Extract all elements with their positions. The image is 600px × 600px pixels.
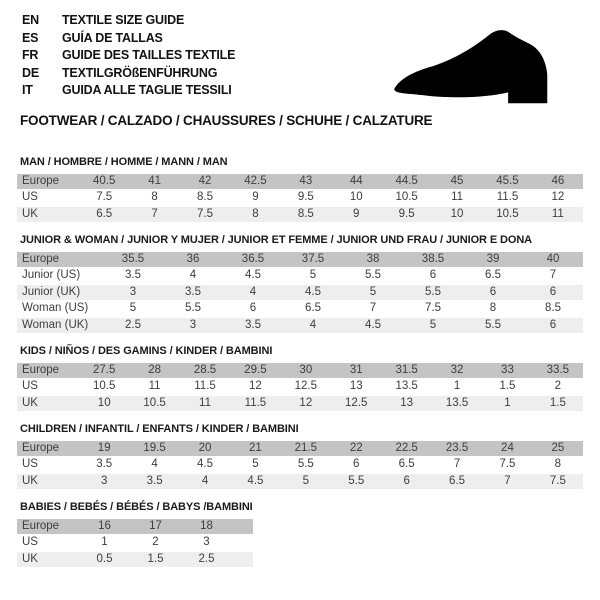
size-value: 2: [554, 380, 562, 392]
size-value: 4.5: [247, 474, 264, 487]
size-value: 4: [309, 318, 317, 331]
size-value: 6.5: [398, 458, 415, 470]
size-value: 5: [429, 318, 437, 331]
size-value: 3: [189, 318, 197, 331]
size-table: [17, 441, 583, 489]
size-value: 4.5: [197, 458, 214, 470]
size-table-section: [17, 345, 583, 411]
size-value: 1.5: [499, 380, 516, 392]
size-value: 3: [129, 285, 137, 298]
size-value: 11: [551, 207, 564, 220]
row-label: UK: [22, 207, 38, 220]
size-value: 9: [353, 207, 360, 220]
size-value: 3.5: [96, 458, 113, 470]
size-value: 42.5: [244, 174, 267, 187]
size-value: 38.5: [421, 252, 445, 265]
row-label: UK: [22, 552, 38, 565]
size-table-section: [17, 501, 583, 567]
size-value: 44: [349, 174, 363, 187]
size-value: 4: [249, 285, 257, 298]
row-label: US: [22, 191, 38, 203]
size-value: 7.5: [96, 191, 113, 203]
size-value: 11.5: [194, 380, 216, 392]
language-label: TEXTILE SIZE GUIDE: [62, 13, 185, 27]
size-value: 4: [201, 474, 209, 487]
size-value: 7: [151, 207, 158, 220]
size-value: 5: [309, 269, 317, 281]
size-table-section: [17, 156, 583, 222]
size-value: 2.5: [125, 318, 141, 331]
size-value: 6: [549, 285, 557, 298]
size-table-title: MAN / HOMBRE / HOMME / MANN / MAN: [20, 155, 228, 168]
size-value: 3.5: [146, 474, 163, 487]
size-value: 6: [249, 302, 257, 314]
size-value: 4.5: [305, 285, 321, 298]
row-label: Europe: [22, 363, 60, 376]
table-row: [17, 301, 583, 316]
size-value: 39: [486, 252, 500, 265]
size-value: 37.5: [301, 252, 325, 265]
size-value: 13.5: [395, 380, 418, 392]
language-label: GUIDA ALLE TAGLIE TESSILI: [62, 83, 232, 97]
size-value: 28.5: [193, 363, 217, 376]
size-value: 31: [349, 363, 363, 376]
size-value: 13: [400, 396, 414, 409]
size-value: 28: [148, 363, 161, 376]
size-value: 6.5: [485, 269, 501, 281]
size-value: 1.5: [549, 396, 566, 409]
size-value: 3.5: [245, 318, 261, 331]
table-row: [17, 552, 253, 567]
size-value: 9: [252, 191, 259, 203]
table-row: [17, 190, 583, 205]
size-table: [17, 252, 583, 333]
size-value: 3.5: [185, 285, 201, 298]
size-value: 6.5: [96, 207, 113, 220]
size-value: 4.5: [245, 269, 261, 281]
size-value: 10.5: [93, 380, 116, 392]
size-value: 6.5: [305, 302, 321, 314]
size-value: 1: [453, 380, 461, 392]
size-tables: [17, 156, 583, 567]
size-value: 40: [546, 252, 560, 265]
size-table-title: KIDS / NIÑOS / DES GAMINS / KINDER / BAMBINI: [20, 344, 273, 357]
size-value: 21.5: [294, 441, 318, 454]
size-value: 19.5: [143, 441, 166, 454]
size-value: 5.5: [348, 474, 365, 487]
size-value: 7.5: [549, 474, 566, 487]
size-value: 8: [489, 302, 497, 314]
size-value: 36.5: [241, 252, 265, 265]
size-value: 20: [198, 441, 212, 454]
size-value: 22: [349, 441, 363, 454]
size-value: 10: [450, 207, 464, 220]
size-value: 12.5: [294, 380, 318, 392]
size-value: 5: [302, 474, 310, 487]
size-table: [17, 363, 583, 411]
language-label: TEXTILGRÖßENFÜHRUNG: [62, 65, 218, 80]
size-value: 0.5: [96, 552, 113, 565]
size-value: 7: [453, 458, 461, 470]
category-title: FOOTWEAR / CALZADO / CHAUSSURES / SCHUHE / CALZATURE: [20, 112, 433, 128]
size-table-section: [17, 423, 583, 489]
size-value: 2: [152, 536, 159, 548]
size-value: 22.5: [395, 441, 418, 454]
size-value: 10: [349, 191, 363, 203]
size-table-section: [17, 234, 583, 333]
size-value: 12: [249, 380, 262, 392]
size-value: 5.5: [425, 285, 441, 298]
table-row: [17, 457, 583, 472]
size-value: 36: [186, 252, 200, 265]
shoe-silhouette-icon: [388, 20, 570, 112]
size-value: 35.5: [121, 252, 145, 265]
size-value: 32: [450, 363, 464, 376]
size-value: 4: [189, 269, 197, 281]
table-row: [17, 441, 583, 456]
size-value: 8.5: [197, 191, 214, 203]
size-value: 6: [429, 269, 437, 281]
size-value: 3: [203, 536, 210, 548]
size-value: 11.5: [244, 396, 267, 409]
size-value: 8: [252, 207, 259, 220]
size-value: 10.5: [496, 207, 519, 220]
size-value: 11.5: [496, 191, 519, 203]
size-value: 11: [199, 396, 211, 409]
row-label: Europe: [22, 519, 60, 532]
table-row: [17, 252, 583, 267]
row-label: UK: [22, 474, 38, 487]
size-value: 8: [151, 191, 158, 203]
size-value: 5: [129, 302, 137, 314]
language-label: GUIDE DES TAILLES TEXTILE: [62, 48, 236, 62]
row-label: Woman (US): [22, 302, 89, 314]
row-label: Europe: [22, 252, 60, 265]
table-row: [17, 207, 583, 222]
size-value: 3.5: [125, 269, 141, 281]
table-row: [17, 285, 583, 300]
size-value: 45.5: [496, 174, 519, 187]
size-value: 6: [403, 474, 410, 487]
row-label: US: [22, 458, 38, 470]
size-value: 5.5: [185, 302, 201, 314]
size-value: 25: [551, 441, 565, 454]
size-value: 24: [501, 441, 514, 454]
size-value: 33.5: [546, 363, 570, 376]
size-value: 4: [151, 458, 158, 470]
size-value: 7.5: [425, 302, 441, 314]
size-value: 9.5: [398, 207, 415, 220]
size-value: 12: [551, 191, 565, 203]
row-label: Junior (UK): [22, 285, 81, 298]
size-value: 6: [489, 285, 497, 298]
size-value: 29.5: [244, 363, 267, 376]
size-value: 21: [249, 441, 262, 454]
size-value: 3: [101, 474, 108, 487]
row-label: Junior (US): [22, 269, 81, 281]
size-value: 5: [369, 285, 377, 298]
size-value: 8: [554, 458, 562, 470]
size-value: 1.5: [147, 552, 164, 565]
row-label: Europe: [22, 441, 60, 454]
size-value: 38: [366, 252, 380, 265]
size-value: 8.5: [545, 302, 561, 314]
size-value: 11: [148, 380, 161, 392]
size-value: 1: [101, 536, 108, 548]
size-value: 13: [349, 380, 363, 392]
size-value: 12.5: [345, 396, 368, 409]
size-value: 12: [299, 396, 313, 409]
row-label: US: [22, 380, 38, 392]
size-value: 6: [549, 318, 557, 331]
size-value: 7.5: [197, 207, 214, 220]
size-value: 9.5: [297, 191, 314, 203]
size-value: 7: [369, 302, 377, 314]
size-value: 5.5: [365, 269, 381, 281]
size-value: 1: [504, 396, 511, 409]
size-value: 6: [353, 458, 360, 470]
size-value: 43: [299, 174, 313, 187]
row-label: UK: [22, 396, 38, 409]
size-table-title: CHILDREN / INFANTIL / ENFANTS / KINDER / BAMBINI: [20, 422, 299, 435]
size-value: 13.5: [445, 396, 469, 409]
size-value: 30: [299, 363, 313, 376]
size-value: 19: [97, 441, 111, 454]
size-value: 5.5: [485, 318, 501, 331]
table-row: [17, 268, 583, 283]
size-value: 4.5: [365, 318, 381, 331]
size-value: 7.5: [499, 458, 516, 470]
size-value: 8.5: [297, 207, 314, 220]
size-value: 2.5: [198, 552, 215, 565]
size-value: 5: [252, 458, 259, 470]
language-code: EN: [22, 13, 39, 27]
size-table: [17, 519, 253, 567]
row-label: Woman (UK): [22, 318, 89, 331]
size-value: 46: [551, 174, 565, 187]
size-table-title: BABIES / BEBÉS / BÉBÉS / BABYS /BAMBINI: [20, 500, 253, 513]
table-row: [17, 363, 583, 378]
size-value: 10: [97, 396, 111, 409]
size-value: 7: [549, 269, 557, 281]
row-label: Europe: [22, 174, 60, 187]
size-value: 6.5: [449, 474, 466, 487]
size-value: 16: [98, 519, 111, 532]
size-value: 44.5: [395, 174, 418, 187]
table-row: [17, 379, 583, 394]
size-value: 27.5: [93, 363, 116, 376]
size-value: 33: [501, 363, 514, 376]
size-value: 17: [149, 519, 162, 532]
table-row: [17, 318, 583, 333]
size-value: 41: [148, 174, 161, 187]
size-value: 18: [200, 519, 213, 532]
size-value: 42: [198, 174, 212, 187]
row-label: US: [22, 536, 38, 548]
language-code: IT: [22, 83, 33, 97]
size-value: 5.5: [297, 458, 314, 470]
size-value: 7: [504, 474, 511, 487]
size-value: 11: [451, 191, 464, 203]
table-row: [17, 474, 583, 489]
size-value: 10.5: [395, 191, 418, 203]
size-table-title: JUNIOR & WOMAN / JUNIOR Y MUJER / JUNIOR ET FEMME / JUNIOR UND FRAU / JUNIOR E DONA: [20, 233, 533, 246]
language-label: GUÍA DE TALLAS: [62, 30, 163, 45]
table-row: [17, 535, 253, 550]
size-value: 45: [450, 174, 464, 187]
size-table: [17, 174, 583, 222]
size-value: 40.5: [93, 174, 116, 187]
language-code: ES: [22, 30, 39, 45]
table-row: [17, 396, 583, 411]
language-code: FR: [22, 48, 39, 62]
size-value: 31.5: [395, 363, 418, 376]
language-code: DE: [22, 65, 39, 80]
table-row: [17, 174, 583, 189]
size-value: 23.5: [445, 441, 469, 454]
size-value: 10.5: [143, 396, 166, 409]
table-row: [17, 519, 253, 534]
